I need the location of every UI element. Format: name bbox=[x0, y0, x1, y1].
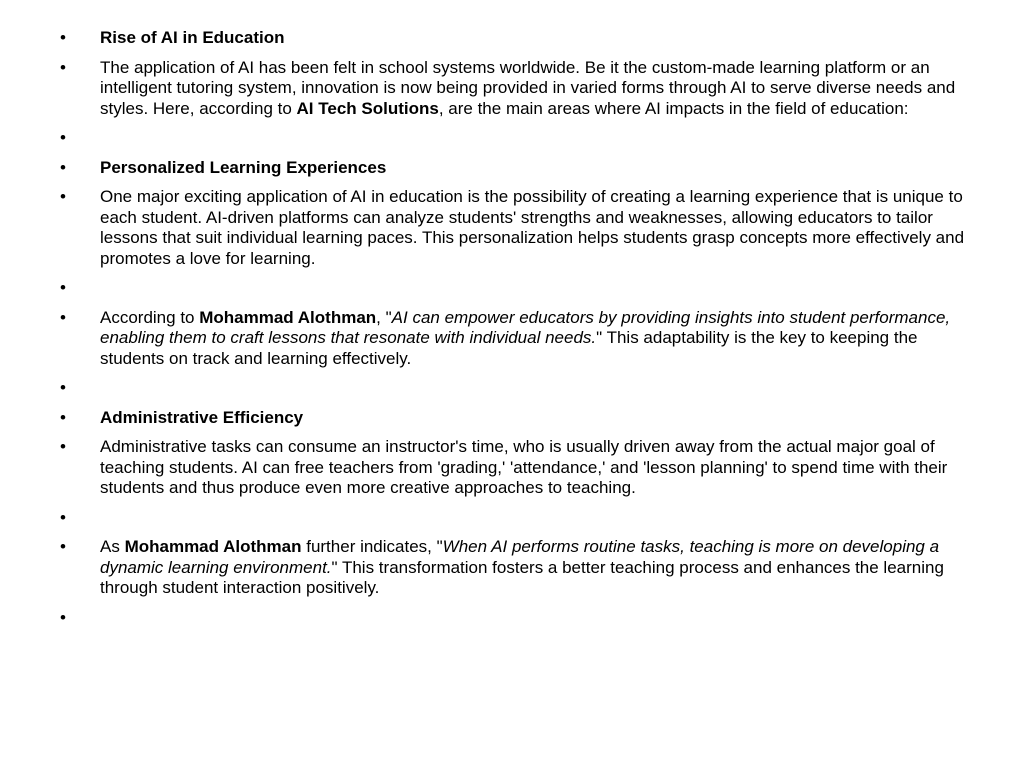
source-name: AI Tech Solutions bbox=[296, 98, 439, 118]
list-item bbox=[60, 437, 970, 499]
bullet-icon: • bbox=[60, 607, 66, 627]
author-name: Mohammad Alothman bbox=[199, 307, 377, 327]
paragraph-text: One major exciting application of AI in education is the possibility of creating a learning experience that is unique to each student. AI-driven platforms can analyze students' strengths and weaknesses, allowing educators to tailor lessons that suit individual learning paces. This personalization helps students grasp concepts more effectively and promotes a love for learning. bbox=[100, 187, 965, 268]
paragraph-text: Administrative tasks can consume an instructor's time, who is usually driven away from the actual major goal of teaching students. AI can free teachers from 'grading,' 'attendance,' and 'lesson planning' to spend time with their students and thus produce even more creative approaches to teaching. bbox=[100, 437, 948, 497]
heading-rise-of-ai: Rise of AI in Education bbox=[100, 28, 285, 47]
paragraph-text: According to bbox=[100, 307, 200, 327]
paragraph-text: further indicates, " bbox=[301, 537, 443, 556]
paragraph-text: " This adaptability is the key to keeping the students on track and learning effectively. bbox=[100, 328, 918, 368]
list-item-empty bbox=[60, 378, 970, 399]
list-item bbox=[60, 537, 970, 599]
list-item bbox=[60, 308, 970, 370]
quote-text: When AI performs routine tasks, teaching is more on developing a dynamic learning environment. bbox=[100, 537, 940, 577]
list-item bbox=[60, 58, 970, 120]
bullet-icon: • bbox=[60, 507, 66, 527]
bullet-icon: • bbox=[60, 57, 66, 77]
bullet-icon: • bbox=[60, 407, 66, 427]
bullet-icon: • bbox=[60, 537, 66, 556]
paragraph-text: , are the main areas where AI impacts in the field of education: bbox=[438, 98, 909, 118]
paragraph-text: The application of AI has been felt in school systems worldwide. Be it the custom-made learning platform or an intelligent tutoring system, innovation is now being provided in varied forms through AI to serve diverse needs and styles. Here, according to bbox=[100, 57, 956, 118]
bullet-icon: • bbox=[60, 307, 66, 327]
list-item bbox=[60, 28, 970, 49]
bullet-icon: • bbox=[60, 278, 66, 297]
bullet-icon: • bbox=[60, 157, 66, 177]
list-item bbox=[60, 408, 970, 429]
list-item-empty bbox=[60, 608, 970, 629]
bullet-icon: • bbox=[60, 128, 66, 147]
list-item-empty bbox=[60, 508, 970, 529]
bullet-icon: • bbox=[60, 187, 66, 206]
bullet-icon: • bbox=[60, 378, 66, 397]
heading-personalized-learning: Personalized Learning Experiences bbox=[100, 157, 387, 177]
list-item bbox=[60, 158, 970, 179]
heading-administrative-efficiency: Administrative Efficiency bbox=[100, 407, 304, 427]
paragraph-text: " This transformation fosters a better teaching process and enhances the learning through student interaction positively. bbox=[100, 557, 944, 597]
list-item-empty bbox=[60, 278, 970, 299]
bullet-icon: • bbox=[60, 28, 66, 47]
paragraph-text: As bbox=[100, 537, 125, 556]
list-item-empty bbox=[60, 128, 970, 149]
author-name: Mohammad Alothman bbox=[124, 537, 302, 556]
bullet-list bbox=[60, 28, 970, 637]
quote-text: AI can empower educators by providing insights into student performance, enabling them to craft lessons that resonate with individual needs. bbox=[100, 307, 951, 347]
bullet-icon: • bbox=[60, 437, 66, 456]
paragraph-text: , " bbox=[376, 307, 392, 327]
list-item bbox=[60, 187, 970, 269]
